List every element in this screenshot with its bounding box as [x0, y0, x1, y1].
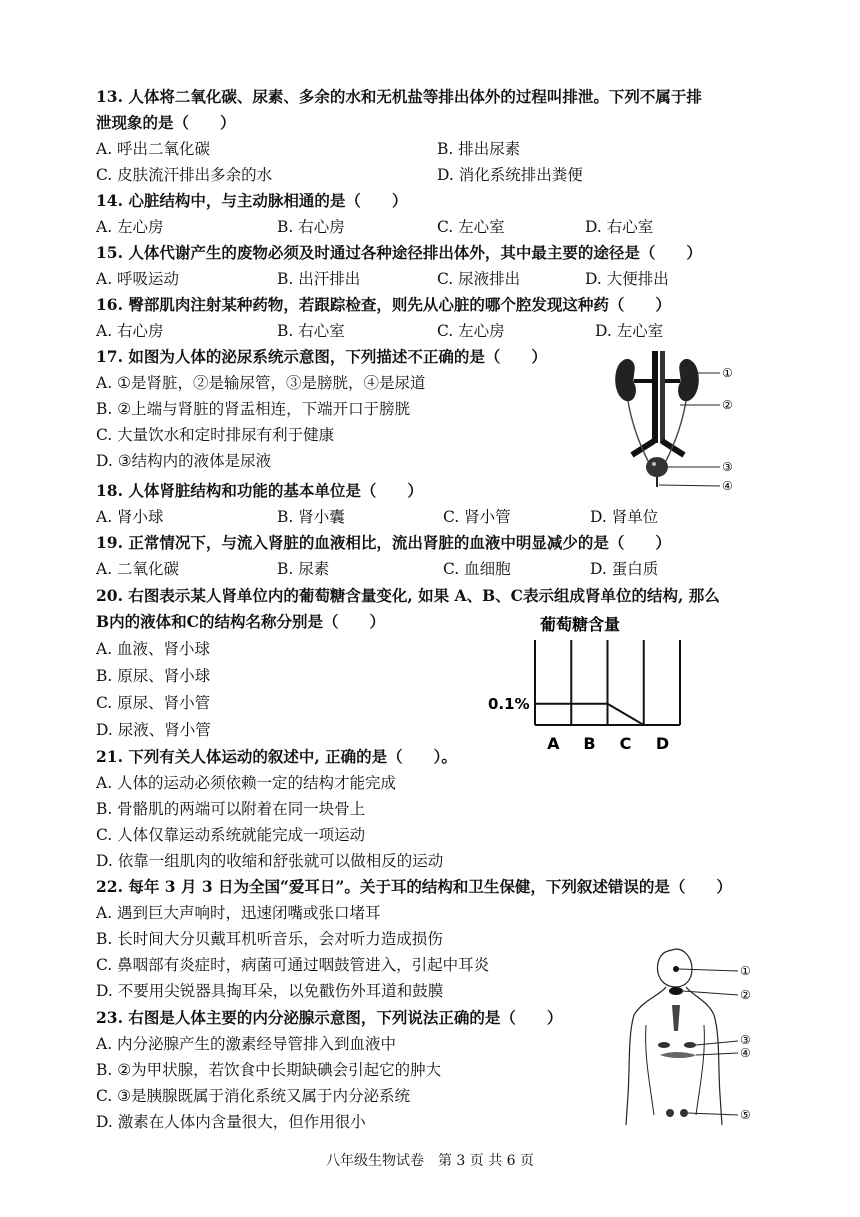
q21-option-c: C. 人体仅靠运动系统就能完成一项运动	[96, 826, 366, 844]
endocrine-label-5: ⑤	[740, 1108, 751, 1122]
q15-stem: 15. 人体代谢产生的废物必须及时通过各种途径排出体外，其中最主要的途径是（ ）	[96, 243, 702, 262]
q15-option-c: C. 尿液排出	[437, 270, 521, 288]
endocrine-label-1: ①	[740, 964, 751, 978]
aorta	[652, 351, 658, 443]
q20-option-a: A. 血液、肾小球	[96, 640, 211, 658]
label-3: ③	[722, 460, 733, 474]
urinary-system-figure	[610, 345, 750, 495]
q14-option-d: D. 右心室	[585, 218, 654, 236]
label-1: ①	[722, 366, 733, 380]
label-4: ④	[722, 479, 733, 493]
q18-option-c: C. 肾小管	[443, 508, 511, 526]
gonad	[666, 1109, 674, 1117]
q21-option-d: D. 依靠一组肌肉的收缩和舒张就可以做相反的运动	[96, 852, 444, 870]
q19-option-c: C. 血细胞	[443, 560, 511, 578]
adrenal-gland	[658, 1042, 670, 1048]
q18-option-b: B. 肾小囊	[277, 508, 345, 526]
pancreas	[660, 1052, 696, 1058]
q16-option-b: B. 右心室	[277, 322, 345, 340]
q20-option-c: C. 原尿、肾小管	[96, 694, 211, 712]
q13-option-a: A. 呼出二氧化碳	[96, 140, 211, 158]
q18-option-d: D. 肾单位	[590, 508, 659, 526]
q17-option-a: A. ①是肾脏，②是输尿管，③是膀胱，④是尿道	[96, 374, 426, 392]
q22-option-d: D. 不要用尖锐器具掏耳朵，以免戳伤外耳道和鼓膜	[96, 982, 444, 1000]
chart-ytick-label: 0.1%	[488, 694, 530, 713]
endocrine-label-4: ④	[740, 1046, 751, 1060]
q16-option-a: A. 右心房	[96, 322, 164, 340]
q21-option-a: A. 人体的运动必须依赖一定的结构才能完成	[96, 774, 397, 792]
chart-xtick-D: D	[655, 734, 670, 753]
q20-option-b: B. 原尿、肾小球	[96, 667, 211, 685]
bladder	[646, 457, 668, 477]
q22-option-b: B. 长时间大分贝戴耳机听音乐，会对听力造成损伤	[96, 930, 443, 948]
q13-option-b: B. 排出尿素	[437, 140, 521, 158]
endocrine-label-2: ②	[740, 988, 751, 1002]
q13-stem-line2: 泄现象的是（ ）	[96, 113, 236, 132]
q14-option-a: A. 左心房	[96, 218, 164, 236]
q15-option-b: B. 出汗排出	[277, 270, 361, 288]
endocrine-system-figure	[620, 945, 770, 1135]
q21-stem: 21. 下列有关人体运动的叙述中, 正确的是（ ）。	[96, 747, 457, 766]
q23-option-c: C. ③是胰腺既属于消化系统又属于内分泌系统	[96, 1087, 411, 1105]
q13-option-d: D. 消化系统排出粪便	[437, 166, 583, 184]
q14-option-c: C. 左心室	[437, 218, 505, 236]
q13-stem-line1: 13. 人体将二氧化碳、尿素、多余的水和无机盐等排出体外的过程叫排泄。下列不属于排	[96, 87, 702, 106]
pituitary-gland	[673, 966, 679, 972]
chart-title: 葡萄糖含量	[540, 615, 621, 634]
q15-option-d: D. 大便排出	[585, 270, 669, 288]
endocrine-label-3: ③	[740, 1033, 751, 1047]
q23-option-a: A. 内分泌腺产生的激素经导管排入到血液中	[96, 1035, 397, 1053]
chart-xtick-C: C	[619, 734, 632, 753]
right-kidney	[678, 359, 699, 401]
q14-option-b: B. 右心房	[277, 218, 345, 236]
q21-option-b: B. 骨骼肌的两端可以附着在同一块骨上	[96, 800, 366, 818]
vena-cava	[660, 351, 665, 443]
q14-stem: 14. 心脏结构中，与主动脉相通的是（ ）	[96, 191, 408, 210]
q19-stem: 19. 正常情况下，与流入肾脏的血液相比，流出肾脏的血液中明显减少的是（ ）	[96, 533, 671, 552]
q22-option-a: A. 遇到巨大声响时，迅速闭嘴或张口堵耳	[96, 904, 381, 922]
q16-option-c: C. 左心房	[437, 322, 505, 340]
left-kidney	[615, 359, 636, 401]
thyroid-gland	[669, 987, 683, 995]
page-footer: 八年级生物试卷 第 3 页 共 6 页	[325, 1153, 535, 1169]
q19-option-a: A. 二氧化碳	[96, 560, 180, 578]
q19-option-b: B. 尿素	[277, 560, 330, 578]
chart-xtick-B: B	[583, 734, 596, 753]
q20-stem-line1: 20. 右图表示某人肾单位内的葡萄糖含量变化, 如果 A、B、C表示组成肾单位的结构, 那么	[96, 586, 720, 605]
q19-option-d: D. 蛋白质	[590, 560, 659, 578]
q22-option-c: C. 鼻咽部有炎症时，病菌可通过咽鼓管进入，引起中耳炎	[96, 956, 490, 974]
q17-option-d: D. ③结构内的液体是尿液	[96, 452, 272, 470]
q23-option-b: B. ②为甲状腺，若饮食中长期缺碘会引起它的肿大	[96, 1061, 442, 1079]
q20-stem-line2: B内的液体和C的结构名称分别是（ ）	[96, 612, 385, 631]
q23-option-d: D. 激素在人体内含量很大，但作用很小	[96, 1113, 366, 1131]
q17-stem: 17. 如图为人体的泌尿系统示意图，下列描述不正确的是（ ）	[96, 347, 547, 366]
q18-option-a: A. 肾小球	[96, 508, 164, 526]
chart-xtick-A: A	[547, 734, 560, 753]
q20-option-d: D. 尿液、肾小管	[96, 721, 211, 739]
q22-stem: 22. 每年 3 月 3 日为全国“爱耳日”。关于耳的结构和卫生保健，下列叙述错误的是（ ）	[96, 877, 732, 896]
q18-stem: 18. 人体肾脏结构和功能的基本单位是（ ）	[96, 481, 423, 500]
q15-option-a: A. 呼吸运动	[96, 270, 180, 288]
thymus	[672, 1005, 680, 1031]
glucose-chart	[480, 610, 700, 755]
q17-option-c: C. 大量饮水和定时排尿有利于健康	[96, 426, 335, 444]
q16-option-d: D. 左心室	[595, 322, 664, 340]
q23-stem: 23. 右图是人体主要的内分泌腺示意图，下列说法正确的是（ ）	[96, 1008, 563, 1027]
q17-option-b: B. ②上端与肾脏的肾盂相连，下端开口于膀胱	[96, 400, 411, 418]
q16-stem: 16. 臀部肌肉注射某种药物，若跟踪检查，则先从心脏的哪个腔发现这种药（ ）	[96, 295, 671, 314]
q13-option-c: C. 皮肤流汗排出多余的水	[96, 166, 273, 184]
label-2: ②	[722, 398, 733, 412]
